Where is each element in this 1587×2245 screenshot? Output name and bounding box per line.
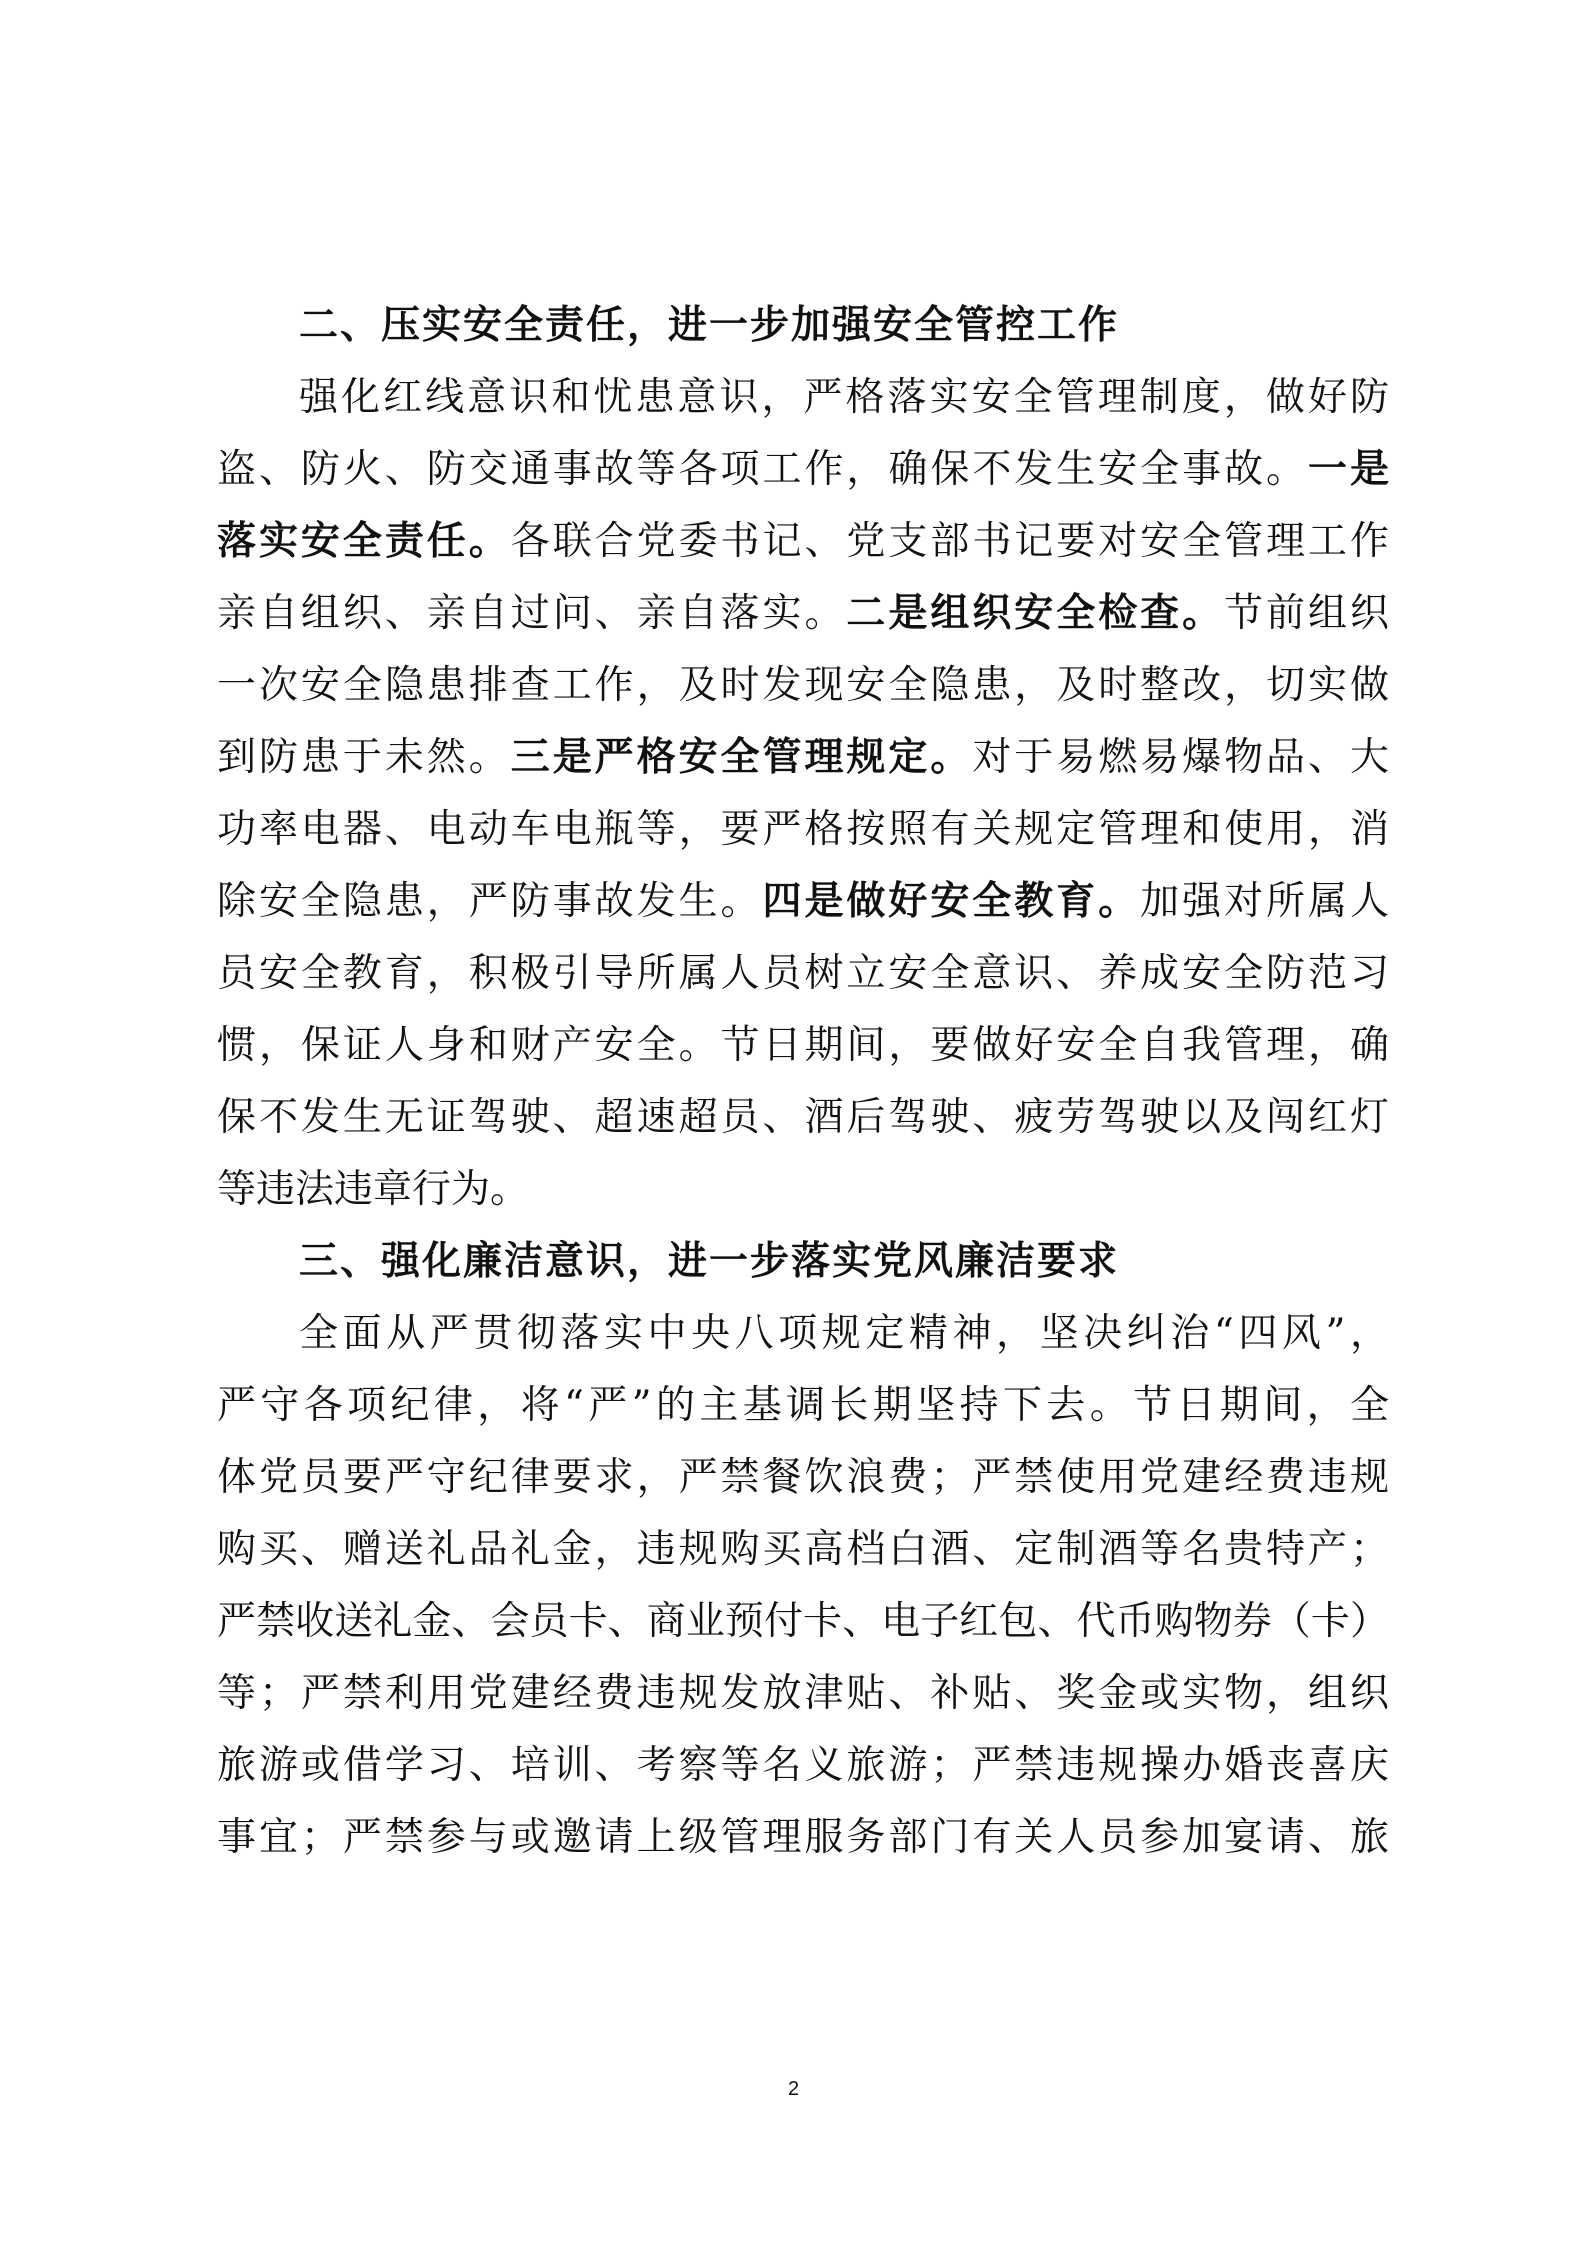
document-body: [217, 296, 1389, 1880]
paragraph-line: [217, 1448, 1389, 1520]
text-span: 旅游或借学习、培训、考察等名义旅游；严禁违规操办婚丧喜庆: [217, 1743, 1389, 1788]
paragraph-line: [217, 1304, 1389, 1376]
text-span: 功率电器、电动车电瓶等，要严格按照有关规定管理和使用，消: [217, 807, 1389, 852]
text-span: 严守各项纪律，将“严”的主基调长期坚持下去。节日期间，全: [217, 1383, 1389, 1428]
bold-text-span: 四是做好安全教育。: [762, 879, 1141, 924]
text-span: 一次安全隐患排查工作，及时发现安全隐患，及时整改，切实做: [217, 663, 1389, 708]
paragraph-line: [217, 728, 1389, 800]
text-span: 保不发生无证驾驶、超速超员、酒后驾驶、疲劳驾驶以及闯红灯: [217, 1095, 1389, 1140]
text-span: 除安全隐患，严防事故发生。: [217, 879, 763, 924]
paragraph-line: [217, 1376, 1389, 1448]
bold-text-span: 二是组织安全检查。: [846, 591, 1225, 636]
text-span: 各联合党委书记、党支部书记要对安全管理工作: [510, 519, 1389, 564]
text-span: 购买、赠送礼品礼金，违规购买高档白酒、定制酒等名贵特产；: [217, 1527, 1389, 1572]
text-span: 体党员要严守纪律要求，严禁餐饮浪费；严禁使用党建经费违规: [217, 1455, 1389, 1500]
paragraph-line: [217, 800, 1389, 872]
section-3-paragraph: [217, 1304, 1389, 1880]
section-heading-3: 三、强化廉洁意识，进一步落实党风廉洁要求: [299, 1239, 1120, 1284]
paragraph-line: [217, 1736, 1389, 1808]
paragraph-line: [217, 1808, 1389, 1880]
page-number: 2: [787, 2078, 800, 2100]
paragraph-line: [217, 440, 1389, 512]
bold-text-span: 三是严格安全管理规定。: [510, 735, 973, 780]
paragraph-line: [217, 1520, 1389, 1592]
paragraph-line: [217, 1592, 1389, 1664]
text-span: 严禁收送礼金、会员卡、商业预付卡、电子红包、代币购物券（卡）: [217, 1599, 1389, 1644]
text-span: 到防患于未然。: [217, 735, 511, 780]
section-heading-2: 二、压实安全责任，进一步加强安全管控工作: [299, 303, 1120, 348]
paragraph-line: [217, 944, 1389, 1016]
paragraph-line: [217, 368, 1389, 440]
paragraph-line: [217, 512, 1389, 584]
paragraph-line: [217, 656, 1389, 728]
text-span: 加强对所属人: [1140, 879, 1389, 924]
text-span: 亲自组织、亲自过问、亲自落实。: [217, 591, 847, 636]
text-span: 节前组织: [1224, 591, 1389, 636]
bold-text-span: 落实安全责任。: [217, 519, 511, 564]
paragraph-line: [217, 1664, 1389, 1736]
paragraph-line: [217, 584, 1389, 656]
text-span: 惯，保证人身和财产安全。节日期间，要做好安全自我管理，确: [217, 1023, 1389, 1068]
paragraph-line: [217, 872, 1389, 944]
text-span: 强化红线意识和忧患意识，严格落实安全管理制度，做好防: [299, 375, 1389, 420]
text-span: 事宜；严禁参与或邀请上级管理服务部门有关人员参加宴请、旅: [217, 1815, 1389, 1860]
paragraph-line: [217, 1088, 1389, 1160]
text-span: 对于易燃易爆物品、大: [972, 735, 1389, 780]
paragraph-line: [217, 1160, 1389, 1232]
text-span: 员安全教育，积极引导所属人员树立安全意识、养成安全防范习: [217, 951, 1389, 996]
text-span: 盗、防火、防交通事故等各项工作，确保不发生安全事故。: [217, 447, 1309, 492]
paragraph-line: [217, 1016, 1389, 1088]
bold-text-span: 一是: [1308, 447, 1389, 492]
text-span: 等；严禁利用党建经费违规发放津贴、补贴、奖金或实物，组织: [217, 1671, 1389, 1716]
text-span: 全面从严贯彻落实中央八项规定精神，坚决纠治“四风”，: [299, 1311, 1389, 1356]
text-span: 等违法违章行为。: [217, 1167, 530, 1212]
section-2-paragraph: [217, 368, 1389, 1232]
